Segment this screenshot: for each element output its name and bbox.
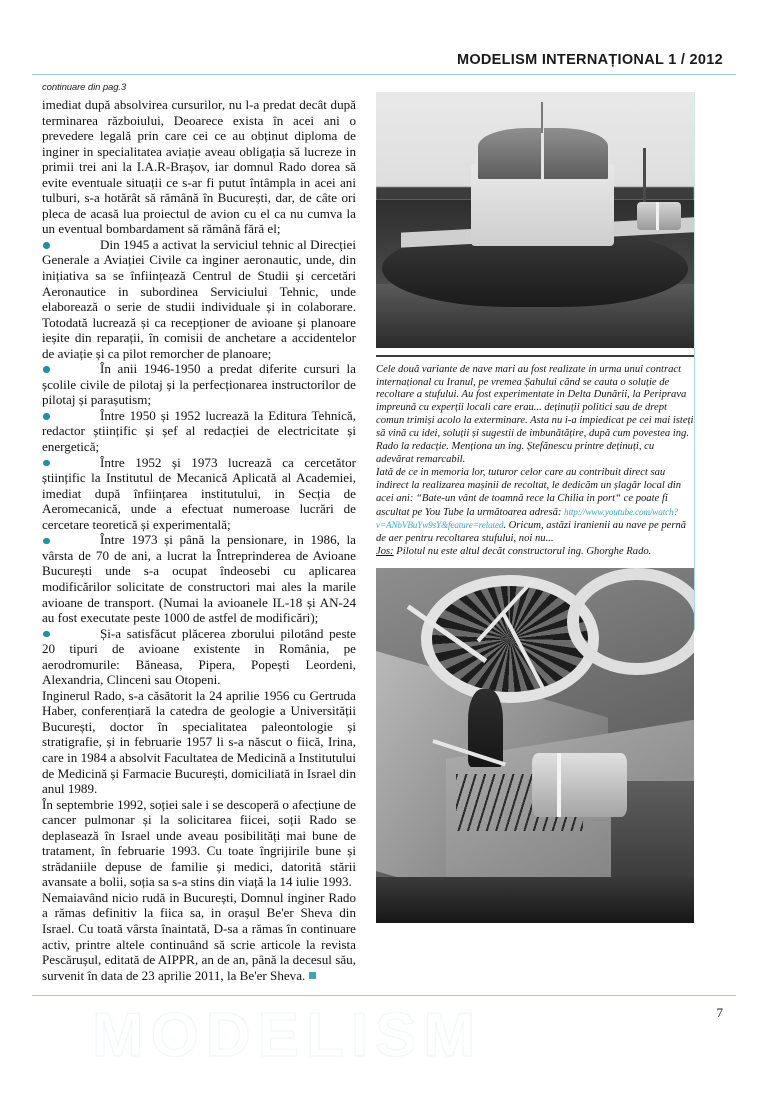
bullet-dot-icon bbox=[43, 460, 50, 467]
photo-tank-strap bbox=[557, 753, 561, 817]
paragraph-text: Nemaiavând nicio rudă in București, Domnul inginer Rado a rămas definitiv la fiica sa, in orașul Be'er Sheva din Israel. Cu toată vârsta înaintată, D-sa a rămas în continuare activ, printre altele continuând să scrie articole la revista Pescărușul, editată de AIPPR, an de an, până la decesul său, survenit în data de 23 aprilie 2011, la Be'er Sheva. bbox=[42, 889, 356, 983]
bullet-dot-icon bbox=[43, 366, 50, 373]
bullet-paragraph bbox=[42, 455, 356, 533]
right-margin-rule bbox=[694, 348, 695, 630]
paragraph: În septembrie 1992, soției sale i se descoperă o afecțiune de cancer pulmonar și la solicitarea fiicei, soții Rado se deplasează în Israel unde aveau posibilități mai bune de tratament, în februarie 1993. Cu toate îngrijirile bune și strădaniile depuse de familie și medici, datorită stării avansate a bolii, soția sa s-a stins din viață la 14 iulie 1993. bbox=[42, 796, 356, 890]
caption-label: Jos: bbox=[376, 546, 394, 558]
paragraph-text: Din 1945 a activat la serviciul tehnic al Direcției Generale a Aviației Civile ca inginer aeronautic, unde, din inițiativa sa se înființează Centrul de Studii și cercetări Aeronautice in subordinea Serviciului Tehnic, unde elaborează o serie de studii individuale și in colaborare. Totodată lucrează și ca recepționer de avioane și planoare ieșite din reparații, în comisii de anchetare a accidentelor de aviație și ca pilot remorcher de planoare; bbox=[42, 236, 356, 361]
paragraph-text: Și-a satisfăcut plăcerea zborului pilotând peste 20 tipuri de avioane existente in România, pe aerodromurile: Băneasa, Pipera, Popești Leordeni, Alexandria, Clinceni sau Otopeni. bbox=[42, 625, 356, 688]
paragraph: imediat după absolvirea cursurilor, nu l-a predat decât după terminarea războiului, Deoarece exista în acei ani o prevedere legală prin care cei ce au obținut diploma de inginer in specialitatea aviație aveau obligația să lucreze in primii trei ani la I.A.R-Brașov, iar domnul Rado dorea să evite eventuale situații ce s-ar fi putut întâmpla in acei ani tulburi, s-a hotărât să rămână în București, dar, de câte ori pleca de acasă lua proiectul de avion cu el ca nu cumva la un eventual bombardament să rămână fără el; bbox=[42, 97, 356, 237]
photo-fuel-tank bbox=[637, 202, 682, 230]
article-right-column bbox=[376, 92, 694, 923]
paragraph-final bbox=[42, 890, 356, 983]
photo-caption-paragraph-with-link bbox=[376, 467, 694, 546]
caption-text-before-link: Iată de ce in memoria lor, tuturor celor care au contribuit direct sau indirect la realizarea mașinii de recoltat, le dedicăm un șlagăr local din acei ani: “Bate-un vânt de toamnă rece la Chilia in port“ ce poate fi ascultat pe You Tube la următoarea adresă: bbox=[376, 466, 682, 518]
bottom-photo-caption bbox=[376, 546, 694, 559]
publication-title: MODELISM INTERNAȚIONAL 1 / 2012 bbox=[456, 52, 723, 68]
caption-label-text: Pilotul nu este altul decăt constructorul ing. Ghorghe Rado. bbox=[393, 546, 652, 558]
photo-tank-strap bbox=[656, 202, 659, 230]
watermark-logo: MODELISM bbox=[92, 1001, 483, 1070]
photo-secondary-duct bbox=[567, 568, 694, 675]
right-margin-rule-top bbox=[694, 92, 695, 346]
bullet-paragraph bbox=[42, 237, 356, 361]
continuation-note: continuare din pag.3 bbox=[42, 82, 127, 93]
photo-mullion bbox=[541, 125, 544, 181]
header-divider bbox=[32, 74, 736, 75]
paragraph-text: În anii 1946-1950 a predat diferite cursuri la școlile civile de pilotaj și la perfecționarea instructorilor de pilotaj și parașutism; bbox=[42, 361, 356, 408]
bullet-dot-icon bbox=[43, 413, 50, 420]
photo-antenna bbox=[541, 102, 543, 133]
footer-divider bbox=[32, 995, 736, 996]
photo-fuel-tank bbox=[532, 753, 627, 817]
caption-divider bbox=[376, 355, 694, 357]
photo-caption-paragraph: Cele două variante de nave mari au fost realizate in urma unui contract internațional cu Iranul, pe vremea Șahului cănd se cauta o soluție de recoltare a stufului. Au fost experimentate in Delta Dunării, la Periprava impreună cu experții locali care erau... deținuții politici sau de drept comun trimiși acolo la exterminare. Asta nu i-a impiedicat pe cei mai isteți să vină cu idei, soluții și sugestii de imbunătățire, după cum povestea ing. Rado la redacție. Menționa un ing. Ștefănescu printre deținuți, cu adevărat remarcabil. bbox=[376, 363, 694, 465]
article-left-column bbox=[42, 97, 356, 983]
paragraph-text: Între 1952 și 1973 lucrează ca cercetător științific la Institutul de Mecanică Aplicată al Academiei, imediat după înființarea institutului, in Secția de Aeromecanică, unde a efectuat numeroase lucrări de cercetare teoretică și experimentală; bbox=[42, 454, 356, 532]
page-number: 7 bbox=[716, 1005, 723, 1020]
bullet-dot-icon bbox=[43, 242, 50, 249]
page-header bbox=[0, 52, 768, 78]
caption-text-after-link: . Oricum, astăzi iranienii au nave pe pernă de aer pentru recoltarea stufului, noi nu... bbox=[376, 520, 687, 545]
paragraph-text: Între 1973 și până la pensionare, in 1986, la vârsta de 70 de ani, a lucrat la Întreprinderea de Avioane București unde s-a ocupat îndeosebi cu aplicarea modificărilor solicitate de constructori mai ales la marile avioane de transport. (Numai la avioanele IL-18 și AN-24 au fost executate peste 1000 de astfel de modificări); bbox=[42, 532, 356, 626]
paragraph-text: Între 1950 și 1952 lucrează la Editura Tehnică, redactor științific și șef al redacției de electricitate și energetică; bbox=[42, 407, 356, 455]
bullet-paragraph bbox=[42, 532, 356, 625]
bullet-dot-icon bbox=[43, 538, 50, 545]
end-of-article-marker bbox=[309, 972, 316, 979]
bullet-paragraph bbox=[42, 408, 356, 455]
bullet-paragraph bbox=[42, 361, 356, 408]
photo-foreground bbox=[376, 877, 694, 923]
paragraph: Inginerul Rado, s-a căsătorit la 24 aprilie 1956 cu Gertruda Haber, conferențiară la catedra de geologie a Universității București, doctor în specialitatea paleontologie și stratigrafie, și in februarie 1957 li s-a născut o fiică, Irina, care in 1984 a absolvit Facultatea de Medicină a Institutului de Medicină și Farmacie București, domiciliată in Israel din anul 1989. bbox=[42, 687, 356, 797]
photo-hovercraft-detail bbox=[376, 568, 694, 923]
photo-hovercraft-front bbox=[376, 92, 694, 348]
bullet-paragraph bbox=[42, 626, 356, 688]
bullet-dot-icon bbox=[43, 631, 50, 638]
youtube-link[interactable]: http://www.youtube.com/watch?v=ANbVBuYw9sY&feature=related bbox=[376, 506, 678, 531]
